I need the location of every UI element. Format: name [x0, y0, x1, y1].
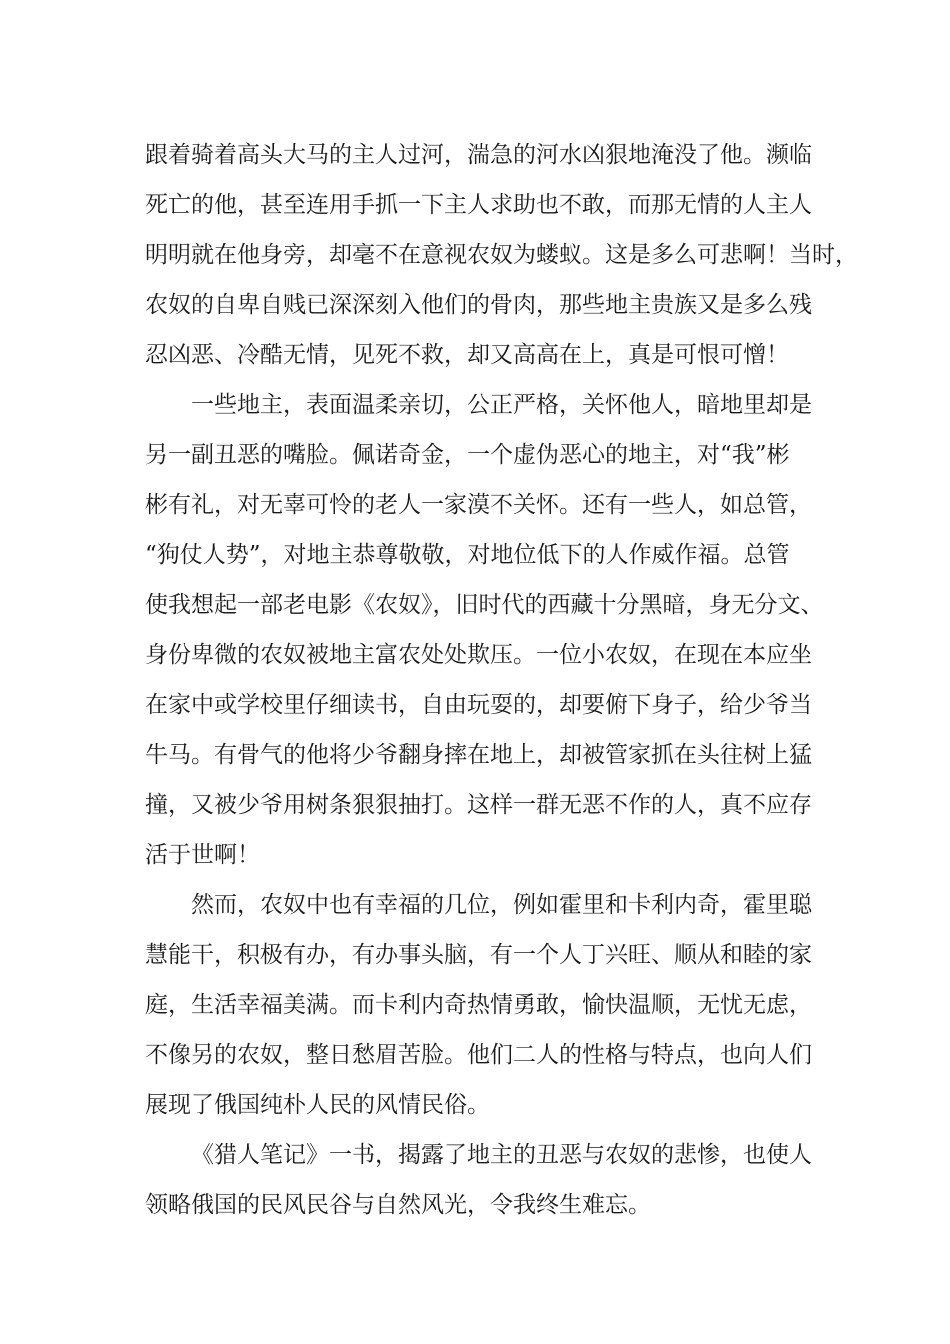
text-line: 活于世啊！	[145, 842, 260, 868]
text-line: 牛马。有骨气的他将少爷翻身摔在地上，却被管家抓在头往树上猛	[145, 742, 812, 768]
text-line: 彬有礼，对无辜可怜的老人一家漠不关怀。还有一些人，如总管，	[145, 492, 812, 518]
text-line: 不像另的农奴，整日愁眉苦脸。他们二人的性格与特点，也向人们	[145, 1042, 812, 1068]
text-line: 在家中或学校里仔细读书，自由玩耍的，却要俯下身子，给少爷当	[145, 692, 812, 718]
text-line: 忍凶恶、冷酷无情，见死不救，却又高高在上，真是可恨可憎！	[145, 342, 789, 368]
text-line: 撞，又被少爷用树条狠狠抽打。这样一群无恶不作的人，真不应存	[145, 792, 812, 818]
text-line: 慧能干，积极有办，有办事头脑，有一个人丁兴旺、顺从和睦的家	[145, 942, 812, 968]
paragraph-start-line: 《猎人笔记》一书，揭露了地主的丑恶与农奴的悲惨，也使人	[191, 1142, 812, 1168]
text-line: 领略俄国的民风民谷与自然风光，令我终生难忘。	[145, 1192, 651, 1218]
paragraph-start-line: 然而，农奴中也有幸福的几位，例如霍里和卡利内奇，霍里聪	[191, 892, 812, 918]
text-line: 死亡的他，甚至连用手抓一下主人求助也不敢，而那无情的人主人	[145, 192, 812, 218]
text-line: 展现了俄国纯朴人民的风情民俗。	[145, 1092, 490, 1118]
paragraph-start-line: 一些地主，表面温柔亲切，公正严格，关怀他人，暗地里却是	[191, 392, 812, 418]
text-line: “狗仗人势”，对地主恭尊敬敬，对地位低下的人作威作福。总管	[145, 542, 790, 568]
text-line: 使我想起一部老电影《农奴》，旧时代的西藏十分黑暗，身无分文、	[145, 592, 824, 618]
text-line: 另一副丑恶的嘴脸。佩诺奇金，一个虚伪恶心的地主，对“我”彬	[145, 442, 790, 468]
text-line: 明明就在他身旁，却毫不在意视农奴为蝼蚁。这是多么可悲啊！当时，	[145, 242, 858, 268]
body-text	[145, 130, 858, 1230]
text-line: 庭，生活幸福美满。而卡利内奇热情勇敢，愉快温顺，无忧无虑，	[145, 992, 812, 1018]
text-line: 农奴的自卑自贱已深深刻入他们的骨肉，那些地主贵族又是多么残	[145, 292, 812, 318]
text-line: 跟着骑着高头大马的主人过河，湍急的河水凶狠地淹没了他。濒临	[145, 142, 812, 168]
text-line: 身份卑微的农奴被地主富农处处欺压。一位小农奴，在现在本应坐	[145, 642, 812, 668]
